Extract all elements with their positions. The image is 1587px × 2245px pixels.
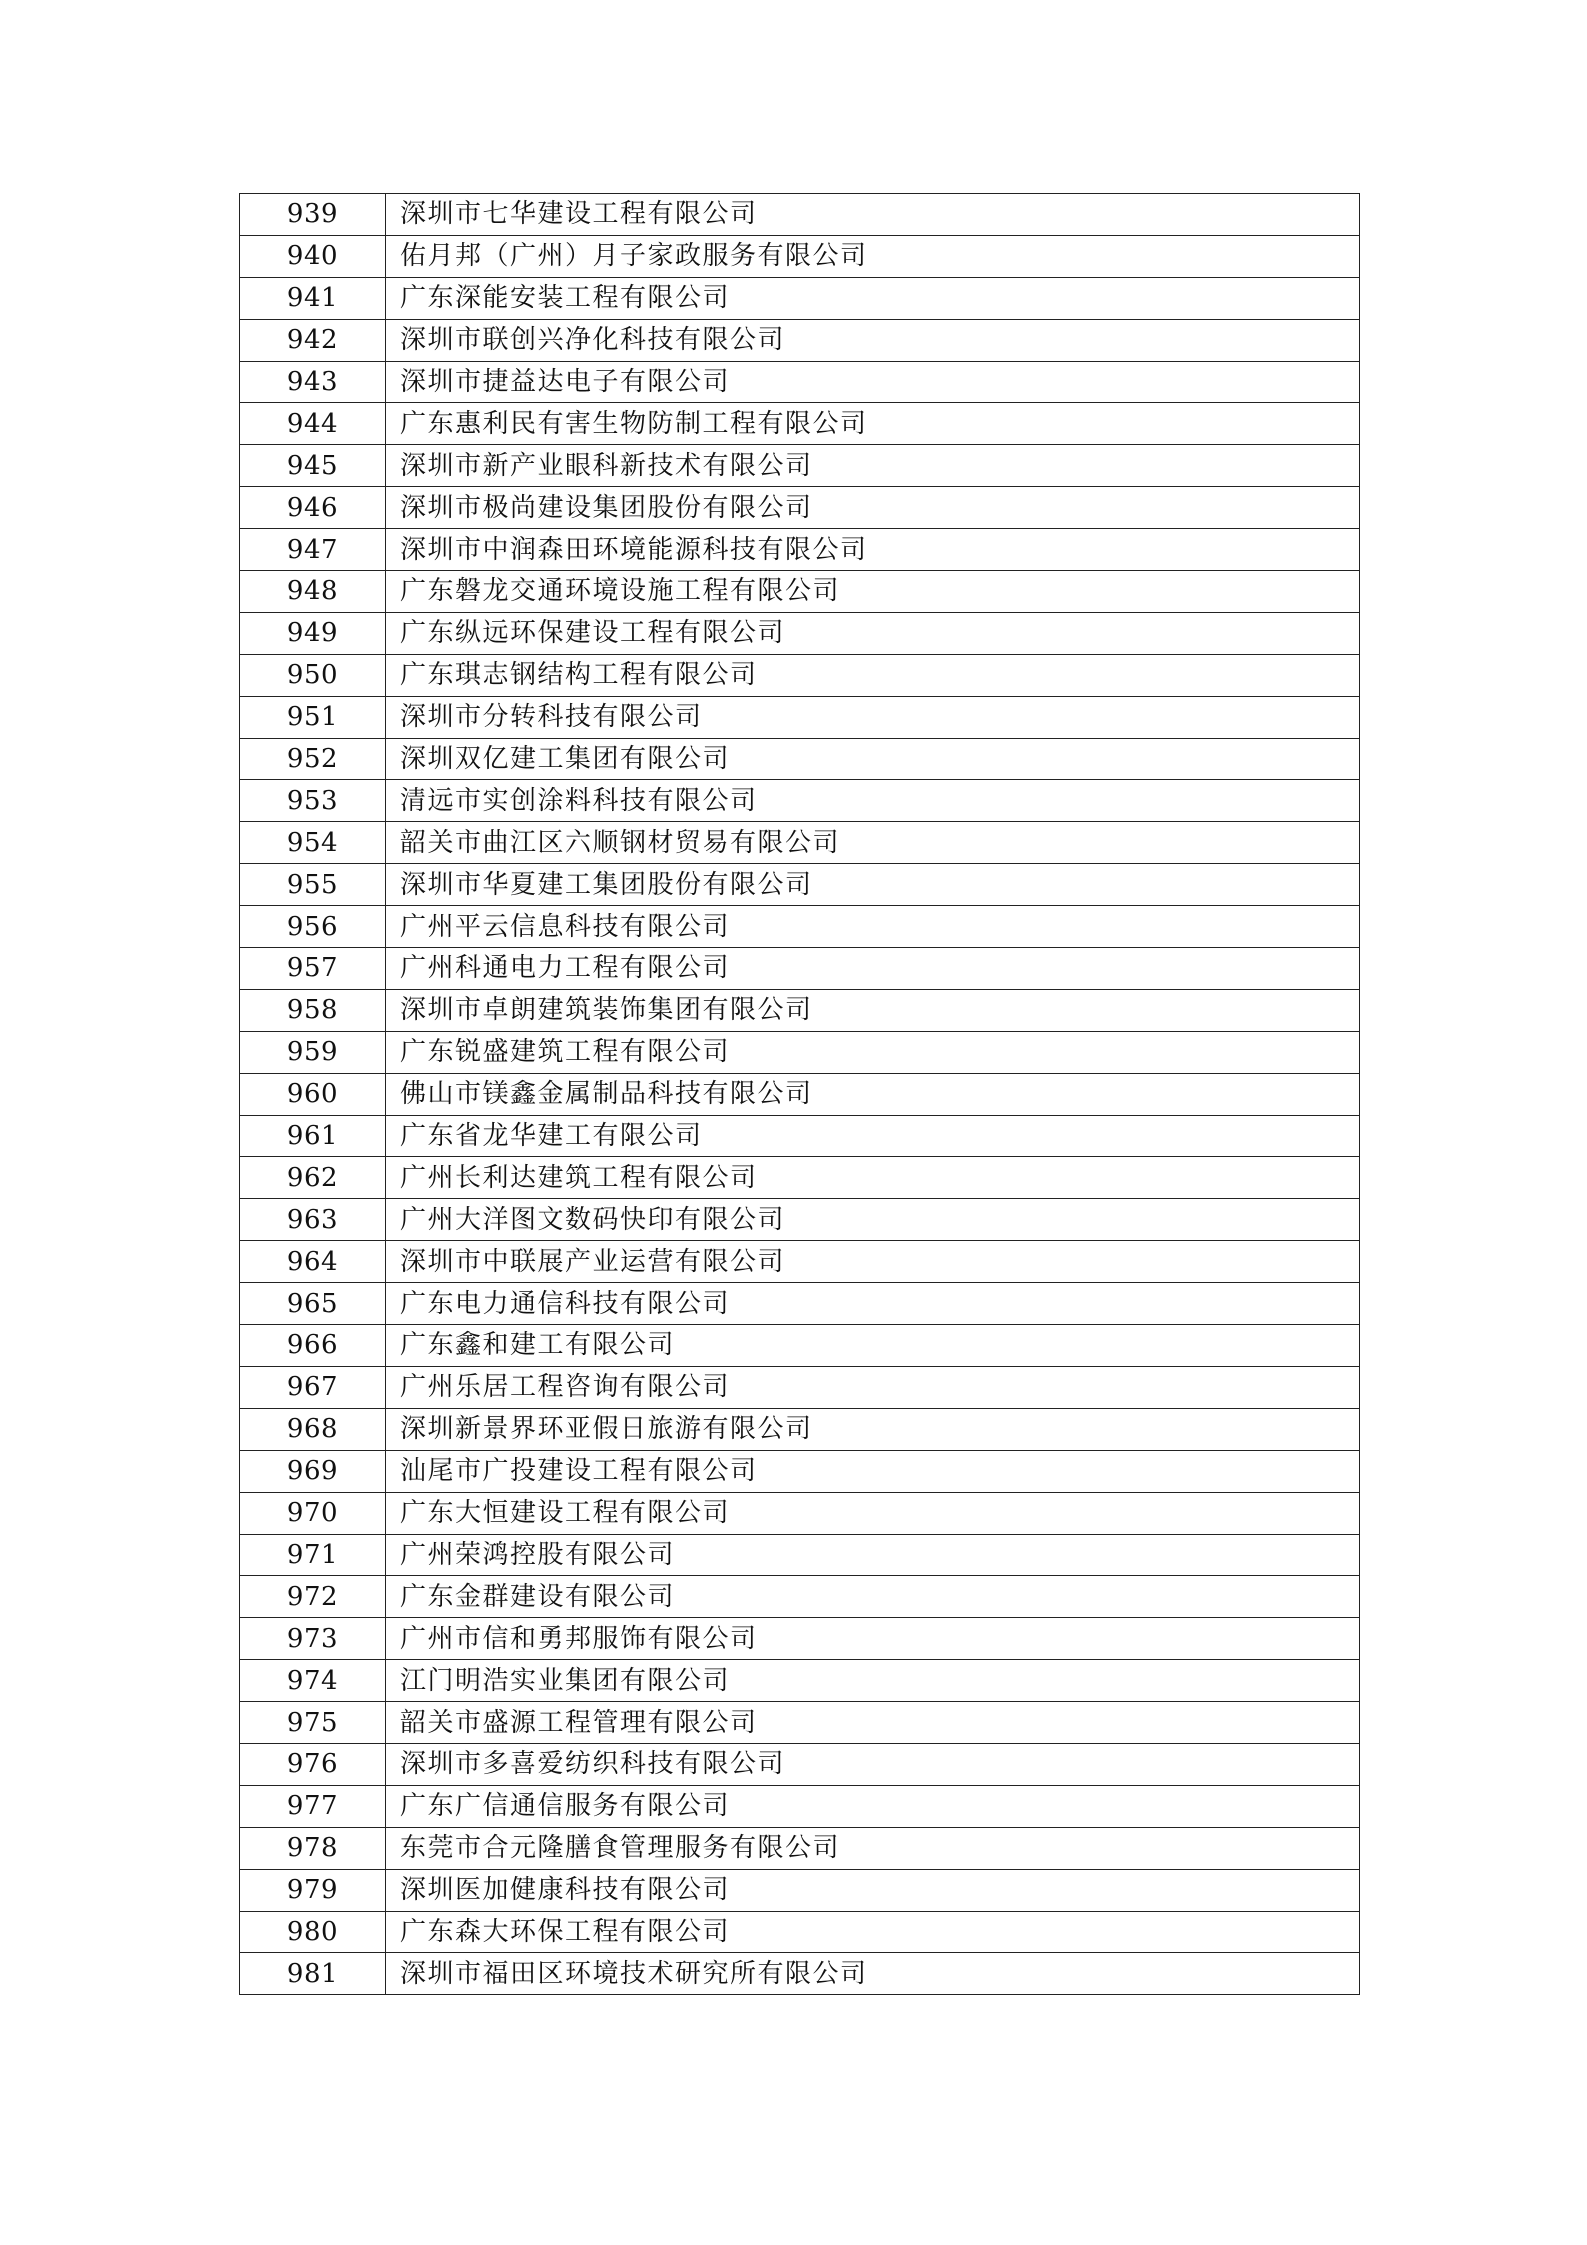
table-row — [240, 1031, 1360, 1073]
row-number: 967 — [240, 1366, 386, 1408]
company-name: 深圳市华夏建工集团股份有限公司 — [386, 864, 1360, 906]
row-number: 957 — [240, 948, 386, 990]
table-row — [240, 1115, 1360, 1157]
row-number: 980 — [240, 1911, 386, 1953]
table-row — [240, 1911, 1360, 1953]
company-name: 广东深能安装工程有限公司 — [386, 277, 1360, 319]
row-number: 945 — [240, 445, 386, 487]
row-number: 973 — [240, 1618, 386, 1660]
row-number: 979 — [240, 1869, 386, 1911]
table-row — [240, 864, 1360, 906]
row-number: 947 — [240, 529, 386, 571]
company-name: 广州荣鸿控股有限公司 — [386, 1534, 1360, 1576]
table-row — [240, 1157, 1360, 1199]
table-row — [240, 1702, 1360, 1744]
row-number: 952 — [240, 738, 386, 780]
company-name: 深圳市多喜爱纺织科技有限公司 — [386, 1743, 1360, 1785]
company-list-table — [239, 193, 1360, 1995]
company-name: 广州科通电力工程有限公司 — [386, 948, 1360, 990]
row-number: 972 — [240, 1576, 386, 1618]
table-row — [240, 529, 1360, 571]
table-row — [240, 1827, 1360, 1869]
row-number: 978 — [240, 1827, 386, 1869]
company-name: 江门明浩实业集团有限公司 — [386, 1660, 1360, 1702]
company-name: 深圳双亿建工集团有限公司 — [386, 738, 1360, 780]
company-list-body — [240, 194, 1360, 1995]
table-row — [240, 1534, 1360, 1576]
company-name: 广东电力通信科技有限公司 — [386, 1283, 1360, 1325]
company-name: 广东琪志钢结构工程有限公司 — [386, 654, 1360, 696]
row-number: 966 — [240, 1325, 386, 1367]
table-row — [240, 1492, 1360, 1534]
company-name: 汕尾市广投建设工程有限公司 — [386, 1450, 1360, 1492]
row-number: 975 — [240, 1702, 386, 1744]
table-row — [240, 1869, 1360, 1911]
row-number: 941 — [240, 277, 386, 319]
row-number: 960 — [240, 1073, 386, 1115]
company-name: 广州长利达建筑工程有限公司 — [386, 1157, 1360, 1199]
company-name: 广州平云信息科技有限公司 — [386, 906, 1360, 948]
table-row — [240, 1953, 1360, 1995]
row-number: 955 — [240, 864, 386, 906]
company-name: 深圳市新产业眼科新技术有限公司 — [386, 445, 1360, 487]
company-name: 广东森大环保工程有限公司 — [386, 1911, 1360, 1953]
row-number: 970 — [240, 1492, 386, 1534]
row-number: 963 — [240, 1199, 386, 1241]
row-number: 961 — [240, 1115, 386, 1157]
table-row — [240, 403, 1360, 445]
row-number: 948 — [240, 571, 386, 613]
company-name: 广东磐龙交通环境设施工程有限公司 — [386, 571, 1360, 613]
table-row — [240, 1366, 1360, 1408]
table-row — [240, 1785, 1360, 1827]
table-row — [240, 989, 1360, 1031]
table-row — [240, 487, 1360, 529]
company-name: 韶关市曲江区六顺钢材贸易有限公司 — [386, 822, 1360, 864]
table-row — [240, 1073, 1360, 1115]
company-name: 广州市信和勇邦服饰有限公司 — [386, 1618, 1360, 1660]
row-number: 939 — [240, 194, 386, 236]
company-name: 广东省龙华建工有限公司 — [386, 1115, 1360, 1157]
company-name: 广东金群建设有限公司 — [386, 1576, 1360, 1618]
row-number: 956 — [240, 906, 386, 948]
company-name: 广东广信通信服务有限公司 — [386, 1785, 1360, 1827]
company-name: 广东鑫和建工有限公司 — [386, 1325, 1360, 1367]
table-row — [240, 1450, 1360, 1492]
row-number: 954 — [240, 822, 386, 864]
row-number: 944 — [240, 403, 386, 445]
table-row — [240, 654, 1360, 696]
table-row — [240, 1660, 1360, 1702]
table-row — [240, 612, 1360, 654]
row-number: 981 — [240, 1953, 386, 1995]
table-row — [240, 277, 1360, 319]
row-number: 958 — [240, 989, 386, 1031]
row-number: 977 — [240, 1785, 386, 1827]
table-row — [240, 235, 1360, 277]
table-row — [240, 696, 1360, 738]
company-name: 韶关市盛源工程管理有限公司 — [386, 1702, 1360, 1744]
company-name: 广州大洋图文数码快印有限公司 — [386, 1199, 1360, 1241]
table-row — [240, 906, 1360, 948]
company-name: 深圳市分转科技有限公司 — [386, 696, 1360, 738]
row-number: 951 — [240, 696, 386, 738]
company-name: 广州乐居工程咨询有限公司 — [386, 1366, 1360, 1408]
company-name: 深圳市七华建设工程有限公司 — [386, 194, 1360, 236]
company-name: 深圳市中润森田环境能源科技有限公司 — [386, 529, 1360, 571]
row-number: 953 — [240, 780, 386, 822]
company-name: 深圳市联创兴净化科技有限公司 — [386, 319, 1360, 361]
row-number: 969 — [240, 1450, 386, 1492]
table-row — [240, 1325, 1360, 1367]
table-row — [240, 738, 1360, 780]
company-name: 佑月邦（广州）月子家政服务有限公司 — [386, 235, 1360, 277]
company-name: 广东锐盛建筑工程有限公司 — [386, 1031, 1360, 1073]
row-number: 976 — [240, 1743, 386, 1785]
table-row — [240, 1743, 1360, 1785]
company-name: 深圳市中联展产业运营有限公司 — [386, 1241, 1360, 1283]
table-row — [240, 361, 1360, 403]
row-number: 968 — [240, 1408, 386, 1450]
company-name: 清远市实创涂料科技有限公司 — [386, 780, 1360, 822]
row-number: 962 — [240, 1157, 386, 1199]
company-name: 东莞市合元隆膳食管理服务有限公司 — [386, 1827, 1360, 1869]
company-name: 深圳市福田区环境技术研究所有限公司 — [386, 1953, 1360, 1995]
company-name: 深圳市极尚建设集团股份有限公司 — [386, 487, 1360, 529]
table-row — [240, 1199, 1360, 1241]
table-row — [240, 780, 1360, 822]
table-row — [240, 822, 1360, 864]
table-row — [240, 948, 1360, 990]
row-number: 974 — [240, 1660, 386, 1702]
row-number: 964 — [240, 1241, 386, 1283]
table-row — [240, 1576, 1360, 1618]
table-row — [240, 1283, 1360, 1325]
table-row — [240, 1408, 1360, 1450]
row-number: 950 — [240, 654, 386, 696]
table-row — [240, 571, 1360, 613]
company-name: 深圳医加健康科技有限公司 — [386, 1869, 1360, 1911]
table-row — [240, 1618, 1360, 1660]
company-name: 佛山市镁鑫金属制品科技有限公司 — [386, 1073, 1360, 1115]
row-number: 942 — [240, 319, 386, 361]
row-number: 940 — [240, 235, 386, 277]
table-row — [240, 319, 1360, 361]
table-row — [240, 194, 1360, 236]
company-name: 广东纵远环保建设工程有限公司 — [386, 612, 1360, 654]
row-number: 949 — [240, 612, 386, 654]
table-row — [240, 1241, 1360, 1283]
row-number: 965 — [240, 1283, 386, 1325]
company-name: 广东大恒建设工程有限公司 — [386, 1492, 1360, 1534]
company-name: 深圳新景界环亚假日旅游有限公司 — [386, 1408, 1360, 1450]
row-number: 946 — [240, 487, 386, 529]
company-name: 深圳市捷益达电子有限公司 — [386, 361, 1360, 403]
company-name: 深圳市卓朗建筑装饰集团有限公司 — [386, 989, 1360, 1031]
row-number: 959 — [240, 1031, 386, 1073]
table-row — [240, 445, 1360, 487]
row-number: 971 — [240, 1534, 386, 1576]
company-name: 广东惠利民有害生物防制工程有限公司 — [386, 403, 1360, 445]
row-number: 943 — [240, 361, 386, 403]
